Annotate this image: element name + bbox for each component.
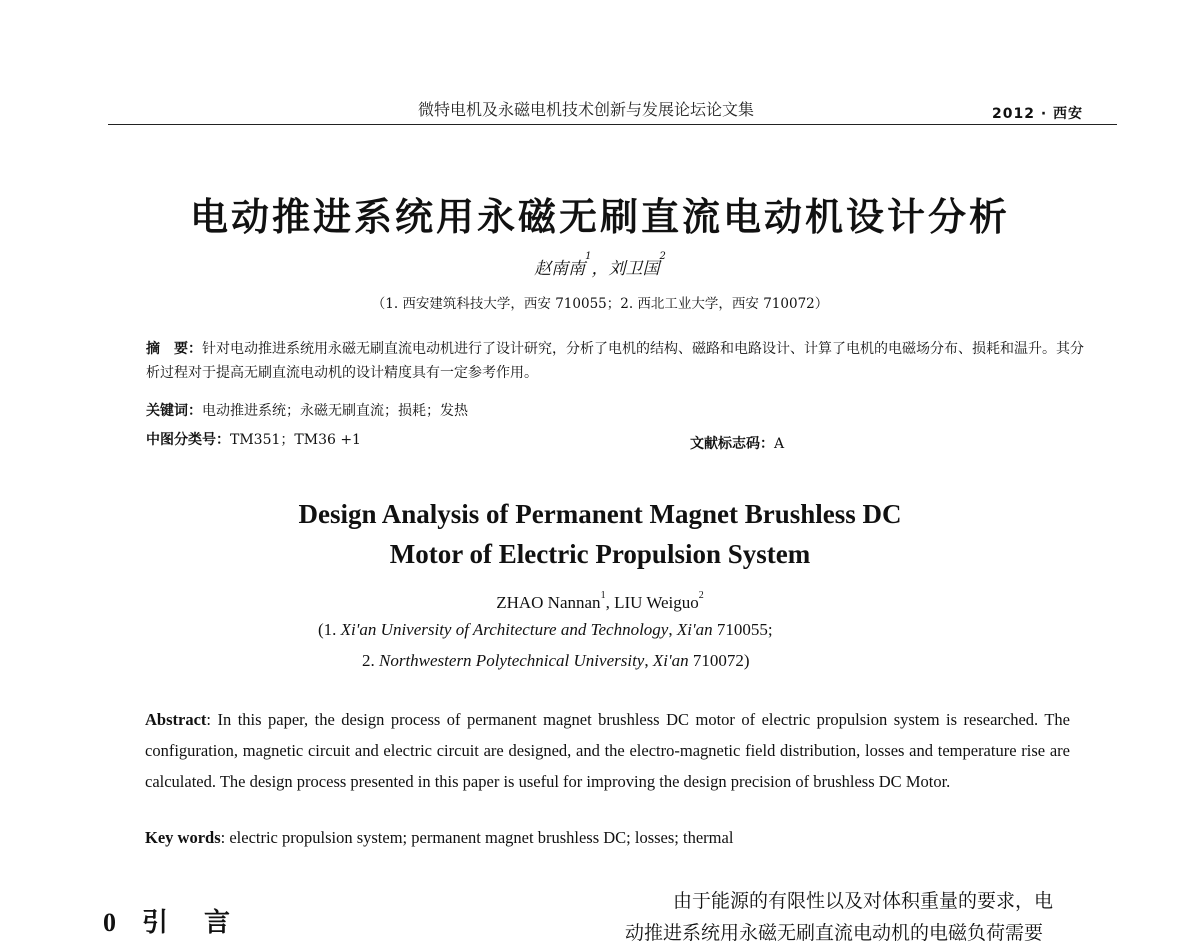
keywords-label-cn: 关键词：	[146, 403, 202, 419]
abstract-label-cn: 摘 要：	[146, 341, 202, 357]
body-text-line-1: 由于能源的有限性以及对体积重量的要求，电	[673, 890, 1054, 912]
author-2-sup-en: 2	[698, 590, 704, 601]
paper-title-en-line2: Motor of Electric Propulsion System	[389, 539, 811, 569]
author-2-sup-cn: 2	[659, 251, 666, 262]
affil-1-code: 710055;	[712, 620, 773, 639]
section-title-char-2: 言	[204, 908, 231, 938]
author-2-en: LIU Weiguo	[614, 593, 699, 612]
keywords-colon-en: :	[220, 828, 230, 847]
affil-1-prefix: (1.	[318, 620, 341, 639]
affiliation-1-en	[318, 620, 773, 640]
affil-2-prefix: 2.	[362, 651, 379, 670]
running-header-year-place: 2012 · 西安	[992, 106, 1084, 122]
affil-2-code: 710072)	[688, 651, 750, 670]
author-2-cn: 刘卫国	[608, 259, 660, 279]
author-1-en: ZHAO Nannan	[496, 593, 601, 612]
body-text-line-2: 动推进系统用永磁无刷直流电动机的电磁负荷需要	[625, 922, 1044, 944]
abstract-text-cn: 针对电动推进系统用永磁无刷直流电动机进行了设计研究，分析了电机的结构、磁路和电路设计、计算了电机的电磁场分布、损耗和温升。其分析过程对于提高无刷直流电动机的设计精度具有一定参考作用。	[146, 341, 1084, 381]
keywords-text-en: electric propulsion system; permanent magnet brushless DC; losses; thermal	[229, 828, 734, 847]
classification-label: 中图分类号：	[146, 432, 230, 448]
abstract-en	[145, 704, 1070, 797]
classification-number	[146, 429, 361, 449]
keywords-en	[145, 828, 733, 848]
abstract-label-en: Abstract	[145, 710, 207, 729]
paper-title-cn: 电动推进系统用永磁无刷直流电动机设计分析	[189, 195, 1010, 239]
authors-cn	[0, 251, 1200, 279]
document-code	[690, 433, 784, 453]
authors-en	[0, 590, 1200, 613]
affiliation-2-en	[362, 651, 750, 671]
affil-1-sep: ,	[668, 620, 677, 639]
document-code-label: 文献标志码：	[690, 436, 774, 452]
keywords-text-cn: 电动推进系统；永磁无刷直流；损耗；发热	[202, 403, 468, 419]
affil-2-city: Xi'an	[652, 651, 689, 670]
paper-title-en-line1: Design Analysis of Permanent Magnet Brushless DC	[298, 499, 902, 529]
author-sep-cn: ，	[591, 259, 609, 279]
running-header-title: 微特电机及永磁电机技术创新与发展论坛论文集	[418, 100, 755, 119]
affiliations-cn: （1. 西安建筑科技大学，西安 710055；2. 西北工业大学，西安 710072）	[371, 296, 829, 312]
author-sep-en: ,	[605, 593, 615, 612]
section-number: 0	[103, 908, 116, 937]
header-rule	[108, 124, 1117, 125]
affil-1-city: Xi'an	[676, 620, 713, 639]
keywords-label-en: Key words	[145, 828, 221, 847]
abstract-colon-en: :	[206, 710, 218, 729]
author-1-sup-cn: 1	[585, 251, 592, 262]
section-heading-introduction	[103, 902, 230, 939]
document-code-text: A	[774, 436, 785, 452]
keywords-cn	[146, 400, 468, 420]
abstract-text-en: In this paper, the design process of permanent magnet brushless DC motor of electric propulsion system is researched. The configuration, magnetic circuit and electric circuit are designed, and the electro-magnetic field distribution, losses and temperature rise are calculated. The design process presented in this paper is useful for improving the design precision of brushless DC Motor.	[145, 710, 1070, 791]
abstract-cn	[146, 337, 1096, 385]
paper-title-en	[0, 494, 1200, 574]
affil-2-name: Northwestern Polytechnical University	[379, 651, 645, 670]
affil-1-name: Xi'an University of Architecture and Technology	[340, 620, 669, 639]
classification-text: TM351；TM36 +1	[230, 432, 361, 448]
affil-2-sep: ,	[644, 651, 653, 670]
author-1-sup-en: 1	[600, 590, 606, 601]
section-title-char-1: 引	[142, 908, 169, 938]
author-1-cn: 赵南南	[534, 259, 586, 279]
